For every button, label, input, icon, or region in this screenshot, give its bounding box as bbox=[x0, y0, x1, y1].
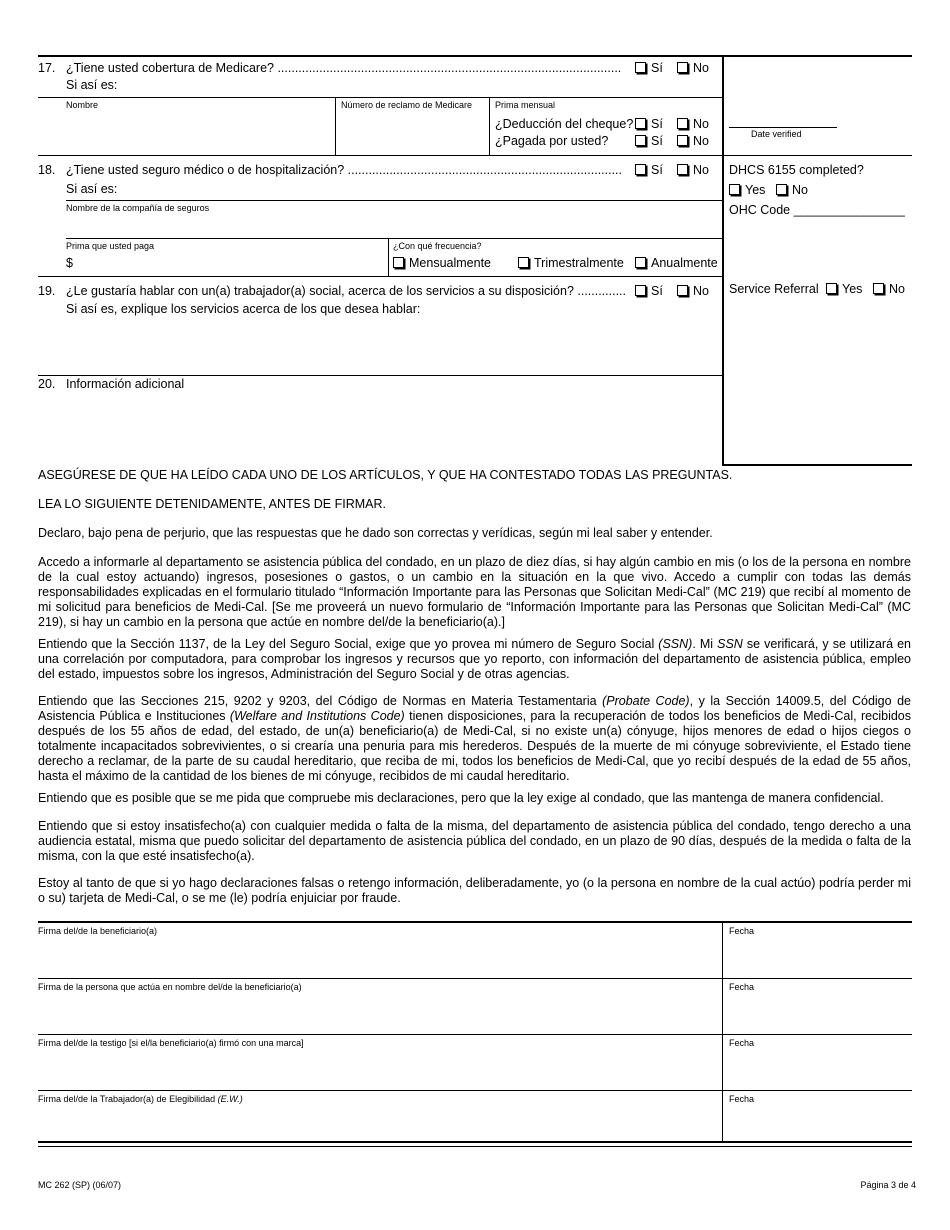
checkbox-icon bbox=[635, 135, 646, 146]
signature-rule-1 bbox=[38, 978, 912, 979]
checkbox-icon bbox=[873, 283, 884, 294]
signature-witness-field[interactable] bbox=[38, 1050, 721, 1088]
q17-pagada-no-checkbox[interactable]: No bbox=[677, 134, 709, 149]
q18-mensual-checkbox[interactable]: Mensualmente bbox=[393, 256, 491, 271]
checkbox-icon bbox=[677, 118, 688, 129]
ohc-code-field[interactable]: OHC Code ________________ bbox=[729, 203, 905, 217]
date-label-4: Fecha bbox=[729, 1094, 755, 1104]
checkbox-icon bbox=[826, 283, 837, 294]
q17-deduccion-yes-checkbox[interactable]: Sí bbox=[635, 117, 663, 132]
q17-col-reclamo: Número de reclamo de Medicare bbox=[341, 100, 473, 110]
paragraph-estate-recovery: Entiendo que las Secciones 215, 9202 y 9203, del Código de Normas en Materia Testamentaria (Probate Code), y la Sección 14009.5, del Código de Asistencia Pública e Instituciones (Welfare and Institutions Code) tienen disposiciones, para la recuperación de todos los beneficios de Medi-Cal, recibidos después de los 55 años de edad, del estado, de un(a) beneficiario(a) de Medi-Cal, si no existe un(a) cónyuge, hijos menores de edad o hijos ciegos o totalmente incapacitados sobrevivientes, o si crearía una penuria para mis herederos. Después de la muerte de mi cónyuge sobreviviente, el Estado tiene derecho a reclamar, de la parte de su caudal hereditario, que reciba de mi, todos los beneficios de Medi-Cal, que yo recibí después de la edad de 55 años, hasta el máximo de la cantidad de los bienes de mi cónyuge, recibidos de mi caudal hereditario. bbox=[38, 694, 911, 783]
signature-col-divider bbox=[722, 922, 723, 1142]
q18-col-divider bbox=[388, 238, 389, 276]
checkbox-icon bbox=[677, 285, 688, 296]
q17-deduccion-label: ¿Deducción del cheque? bbox=[495, 117, 634, 131]
checkbox-icon bbox=[729, 184, 740, 195]
date-field-3[interactable] bbox=[724, 1050, 911, 1088]
q19-no-checkbox[interactable]: No bbox=[677, 284, 709, 299]
paragraph-fraud: Estoy al tanto de que si yo hago declaraciones falsas o retengo información, deliberadamente, yo (o la persona en nombre de la cual actúo) podría perder mi o su) tarjeta de Medi-Cal, o se me (le) podría enjuiciar por fraude. bbox=[38, 876, 911, 905]
checkbox-icon bbox=[677, 62, 688, 73]
q19-if-yes: Si así es, explique los servicios acerca de los que desea hablar: bbox=[66, 302, 421, 316]
q18-table-mid bbox=[66, 238, 722, 239]
date-field-2[interactable] bbox=[724, 994, 911, 1032]
signature-bottom-rule-2 bbox=[38, 1146, 912, 1147]
q19-number: 19. bbox=[38, 284, 56, 298]
service-referral-label: Service Referral bbox=[729, 282, 819, 296]
date-label-3: Fecha bbox=[729, 1038, 755, 1048]
signature-eligibility-worker-label: Firma del/de la Trabajador(a) de Elegibilidad (E.W.) bbox=[38, 1094, 243, 1104]
notice-read-carefully: LEA LO SIGUIENTE DETENIDAMENTE, ANTES DE FIRMAR. bbox=[38, 497, 386, 511]
paragraph-verification: Entiendo que es posible que se me pida que compruebe mis declaraciones, pero que la ley exige al condado, que las mantenga de manera confidencial. bbox=[38, 791, 884, 805]
dhcs-yes-checkbox[interactable]: Yes bbox=[729, 183, 765, 198]
date-verified-label: Date verified bbox=[751, 129, 802, 139]
checkbox-icon bbox=[776, 184, 787, 195]
signature-representative-label: Firma de la persona que actúa en nombre del/de la beneficiario(a) bbox=[38, 982, 302, 992]
checkbox-icon bbox=[635, 62, 646, 73]
q18-anual-checkbox[interactable]: Anualmente bbox=[635, 256, 718, 271]
q17-number: 17. bbox=[38, 61, 56, 75]
signature-beneficiary-field[interactable] bbox=[38, 938, 721, 976]
signature-witness-label: Firma del/de la testigo [si el/la beneficiario(a) firmó con una marca] bbox=[38, 1038, 304, 1048]
date-field-4[interactable] bbox=[724, 1106, 911, 1140]
service-referral-no-checkbox[interactable]: No bbox=[873, 282, 905, 297]
q18-table-top bbox=[66, 200, 722, 201]
date-field-1[interactable] bbox=[724, 938, 911, 976]
service-referral-yes-checkbox[interactable]: Yes bbox=[826, 282, 862, 297]
q19-yes-checkbox[interactable]: Sí bbox=[635, 284, 663, 299]
q18-number: 18. bbox=[38, 163, 56, 177]
declaration-perjury: Declaro, bajo pena de perjurio, que las respuestas que he dado son correctas y verídicas, según mi leal saber y entender. bbox=[38, 526, 713, 540]
paragraph-report-changes: Accedo a informarle al departamento se asistencia pública del condado, en un plazo de diez días, si hay algún cambio en mis (o los de la persona en nombre de la cual estoy actuando) ingresos, posesiones o gastos, o un cambio en la situación en la que vivo. Accedo a cumplir con todas las demás responsabilidades explicadas en el formulario titulado “Información Importante para las Personas que Solicitan Medi-Cal” (MC 219) que recibí al momento de mi solicitud para beneficios de Medi-Cal. [Se me proveerá un nuevo formulario de “Información Importante para las Personas que Solicitan Medi-Cal” (MC 219), si hay un cambio en la persona que actúe en nombre del/de la beneficiario(a).] bbox=[38, 555, 911, 629]
date-label-1: Fecha bbox=[729, 926, 755, 936]
q17-col-prima: Prima mensual bbox=[495, 100, 556, 110]
date-verified-line bbox=[729, 127, 837, 128]
checkbox-icon bbox=[677, 135, 688, 146]
top-rule bbox=[38, 55, 912, 57]
signature-representative-field[interactable] bbox=[38, 994, 721, 1032]
signature-top-rule bbox=[38, 921, 912, 923]
q17-table-top bbox=[38, 97, 722, 98]
q18-trimestral-checkbox[interactable]: Trimestralmente bbox=[518, 256, 624, 271]
q18-col-prima: Prima que usted paga bbox=[66, 241, 155, 251]
q20-top-rule bbox=[38, 375, 722, 376]
q17-col-divider-1 bbox=[335, 97, 336, 155]
checkbox-icon bbox=[677, 164, 688, 175]
checkbox-icon bbox=[635, 118, 646, 129]
q18-col-compania: Nombre de la compañía de seguros bbox=[66, 203, 210, 213]
q20-number: 20. bbox=[38, 377, 56, 391]
q17-yes-checkbox[interactable]: Sí bbox=[635, 61, 663, 76]
checkbox-icon bbox=[635, 164, 646, 175]
notice-read-all: ASEGÚRESE DE QUE HA LEÍDO CADA UNO DE LOS ARTÍCULOS, Y QUE HA CONTESTADO TODAS LAS PREGUNTAS. bbox=[38, 468, 733, 482]
signature-rule-2 bbox=[38, 1034, 912, 1035]
q19-question: ¿Le gustaría hablar con un(a) trabajador(a) social, acerca de los servicios a su disposición? .............. bbox=[66, 284, 626, 298]
q17-question: ¿Tiene usted cobertura de Medicare? ................................................................................................... bbox=[66, 61, 622, 75]
q17-pagada-label: ¿Pagada por usted? bbox=[495, 134, 609, 148]
form-id: MC 262 (SP) (06/07) bbox=[38, 1180, 122, 1190]
paragraph-hearing: Entiendo que si estoy insatisfecho(a) con cualquier medida o falta de la misma, del departamento de asistencia pública del condado, tengo derecho a una audiencia estatal, misma que puedo solicitar del departamento de asistencia pública del condado, en un plazo de 90 días, después de la medida o falta de la misma, con la que esté insatisfecho(a). bbox=[38, 819, 911, 863]
checkbox-icon bbox=[393, 257, 404, 268]
paragraph-ssn: Entiendo que la Sección 1137, de la Ley del Seguro Social, exige que yo provea mi número de Seguro Social (SSN). Mi SSN se verificará, y se utilizará en una correlación por computadora, para comprobar los ingresos y recursos que yo reporto, con información del departamento de asistencia pública, empleo del estado, impuestos sobre los ingresos, Administración del Seguro Social y de otras agencias. bbox=[38, 637, 912, 681]
q17-if-yes: Si así es: bbox=[66, 78, 118, 92]
q17-deduccion-no-checkbox[interactable]: No bbox=[677, 117, 709, 132]
q17-pagada-yes-checkbox[interactable]: Sí bbox=[635, 134, 663, 149]
q17-col-divider-2 bbox=[489, 97, 490, 155]
q20-label: Información adicional bbox=[66, 377, 185, 391]
page-number: Página 3 de 4 bbox=[860, 1180, 916, 1190]
signature-rule-3 bbox=[38, 1090, 912, 1091]
signature-eligibility-worker-field[interactable] bbox=[38, 1106, 721, 1140]
dhcs-no-checkbox[interactable]: No bbox=[776, 183, 808, 198]
q17-col-nombre: Nombre bbox=[66, 100, 99, 110]
q18-question: ¿Tiene usted seguro médico o de hospitalización? ............................................................................... bbox=[66, 163, 623, 177]
q19-top-rule bbox=[38, 276, 722, 277]
q18-yes-checkbox[interactable]: Sí bbox=[635, 163, 663, 178]
signature-bottom-rule-1 bbox=[38, 1141, 912, 1143]
q17-no-checkbox[interactable]: No bbox=[677, 61, 709, 76]
checkbox-icon bbox=[635, 257, 646, 268]
checkbox-icon bbox=[518, 257, 529, 268]
dhcs-label: DHCS 6155 completed? bbox=[729, 163, 864, 177]
side-column-divider bbox=[722, 55, 724, 465]
q18-dollar: $ bbox=[66, 256, 73, 270]
signature-beneficiary-label: Firma del/de la beneficiario(a) bbox=[38, 926, 158, 936]
checkbox-icon bbox=[635, 285, 646, 296]
q18-col-frecuencia: ¿Con qué frecuencia? bbox=[393, 241, 482, 251]
section-bottom-rule bbox=[722, 464, 912, 466]
q18-top-rule bbox=[38, 155, 912, 156]
q18-if-yes: Si así es: bbox=[66, 182, 118, 196]
date-label-2: Fecha bbox=[729, 982, 755, 992]
q18-no-checkbox[interactable]: No bbox=[677, 163, 709, 178]
